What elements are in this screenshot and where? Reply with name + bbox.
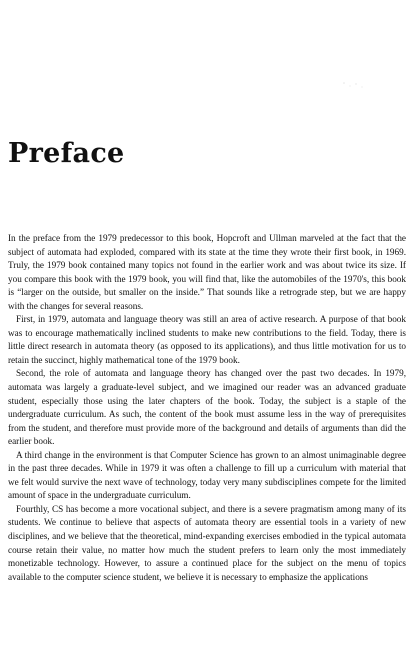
preface-body — [8, 232, 406, 584]
paragraph-1: In the preface from the 1979 predecessor to this book, Hopcroft and Ullman marveled at the fact that the subject of automata had exploded, compared with its state at the time they wrote their first book, in 1969. Truly, the 1979 book contained many topics not found in the earlier work and was about twice its size. If you compare this book with the 1979 book, you will find that, like the automobiles of the 1970's, this book is “larger on the outside, but smaller on the inside.” That sounds like a retrograde step, but we are happy with the changes for several reasons. — [8, 233, 406, 311]
paragraph-2: First, in 1979, automata and language theory was still an area of active research. A purpose of that book was to encourage mathematically inclined students to make new contributions to the field. Today, there is little direct research in automata theory (as opposed to its applications), and thus little motivation for us to retain the succinct, highly mathematical tone of the 1979 book. — [8, 314, 406, 365]
scan-artifact — [341, 80, 367, 90]
paragraph-5: Fourthly, CS has become a more vocational subject, and there is a severe pragmatism among many of its students. We continue to believe that aspects of automata theory are essential tools in a variety of new disciplines, and we believe that the theoretical, mind-expanding exercises embodied in the typical automata course retain their value, no matter how much the student prefers to learn only the most immediately monetizable technology. However, to assure a continued place for the subject on the menu of topics available to the computer science student, we believe it is necessary to emphasize the applications — [8, 503, 406, 582]
paragraph-4: A third change in the environment is that Computer Science has grown to an almost unimaginable degree in the past three decades. While in 1979 it was often a challenge to fill up a curriculum with material that we felt would survive the next wave of technology, today very many subdisciplines compete for the limited amount of space in the undergraduate curriculum. — [8, 449, 406, 501]
paragraph-3: Second, the role of automata and language theory has changed over the past two decades. In 1979, automata was largely a graduate-level subject, and we imagined our reader was an advanced graduate student, especially those using the later chapters of the book. Today, the subject is a staple of the undergraduate curriculum. As such, the content of the book must assume less in the way of prerequisites from the student, and therefore must provide more of the background and details of arguments than did the earlier book. — [8, 368, 406, 447]
page-title: Preface — [8, 138, 125, 169]
